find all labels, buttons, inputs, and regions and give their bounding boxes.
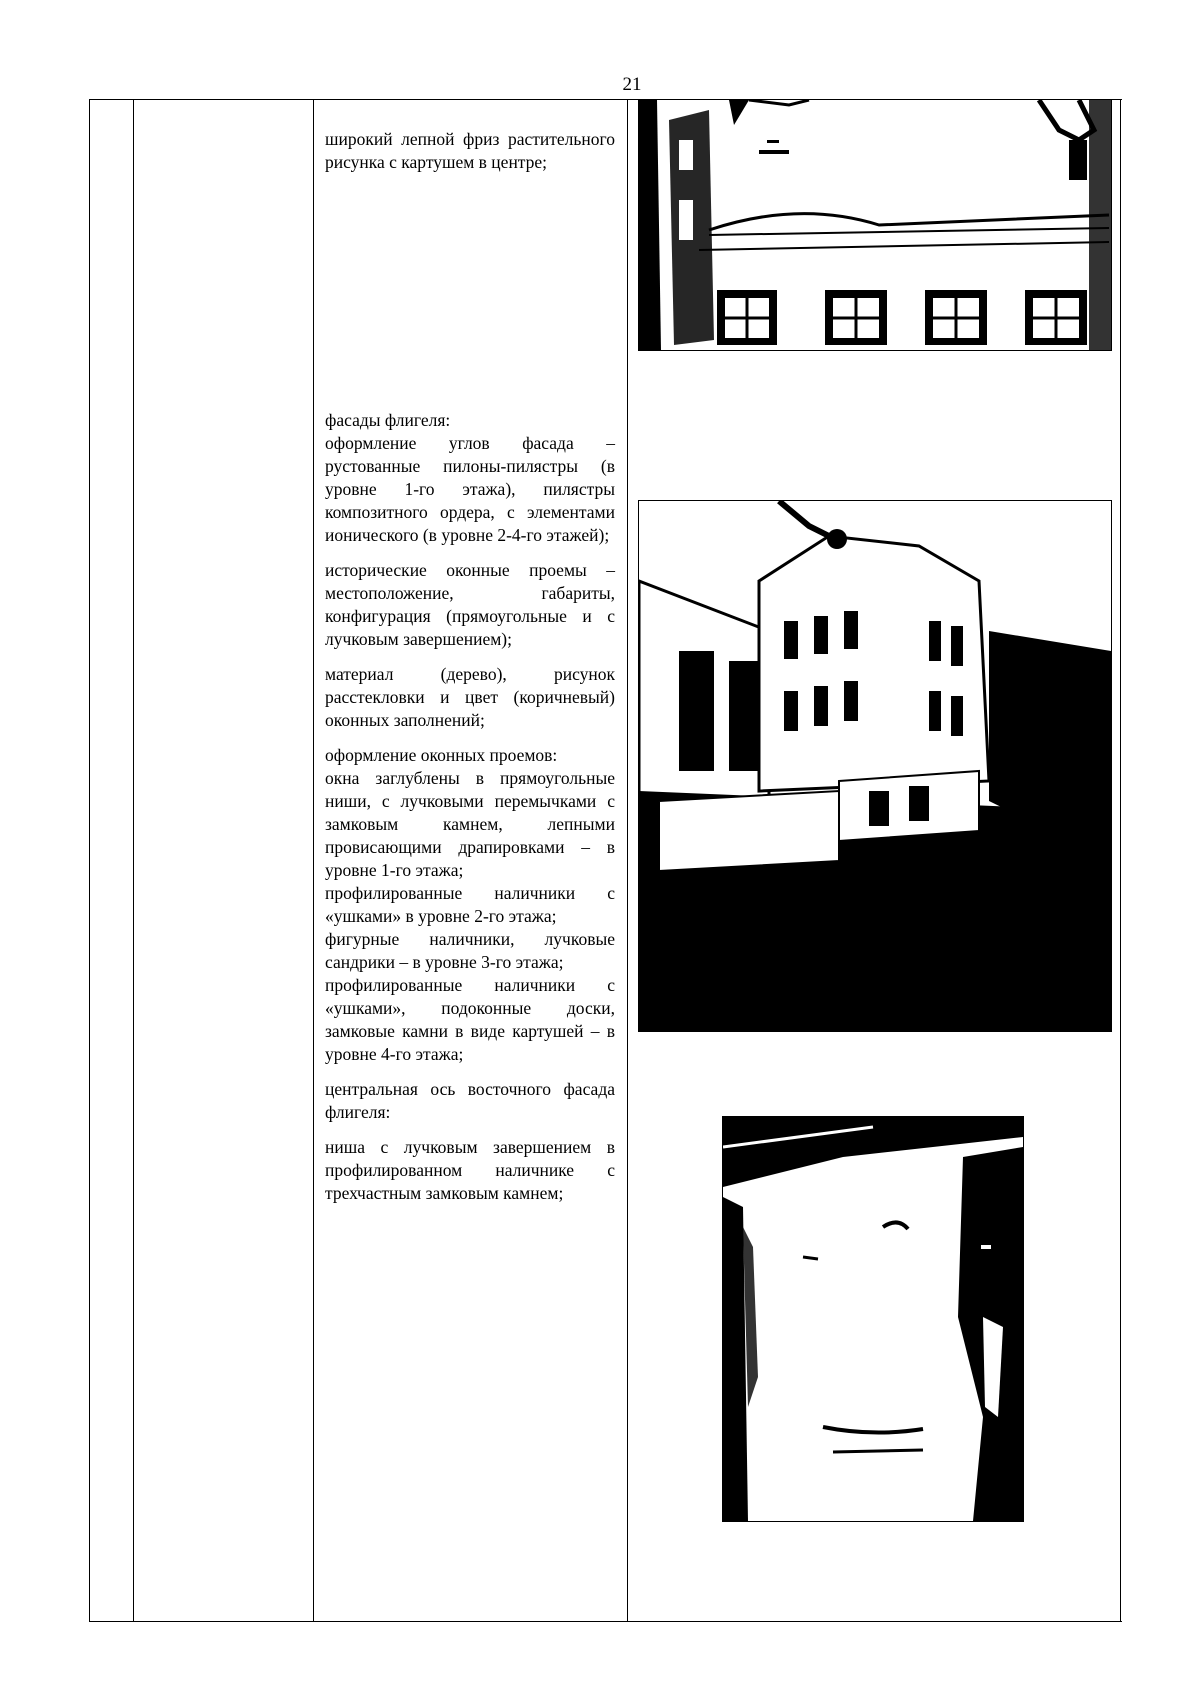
table-border-left — [89, 99, 90, 1622]
niche-photo-image — [723, 1117, 1023, 1521]
text-line: широкий лепной фриз растительного рисунка с картушем в центре; — [325, 129, 615, 172]
paragraph-window-decor — [325, 744, 615, 1066]
text-line: профилированные наличники с «ушками», подоконные доски, замковые камни в виде картушей – в уровне 4-го этажа; — [325, 975, 615, 1064]
text-line: оформление оконных проемов: — [325, 745, 558, 765]
page-number: 21 — [622, 74, 642, 95]
table-bottom-border — [89, 1621, 1122, 1622]
text-line: ниша с лучковым завершением в профилированном наличнике с трехчастным замковым камнем; — [325, 1137, 615, 1203]
niche-photo — [722, 1116, 1024, 1522]
frieze-photo-image — [639, 100, 1111, 350]
column-divider-3 — [627, 99, 628, 1622]
paragraph-window-openings — [325, 559, 615, 651]
text-line: исторические оконные проемы – местоположение, габариты, конфигурация (прямоугольные и с лучковым завершением); — [325, 560, 615, 649]
paragraph-facades — [325, 409, 615, 547]
building-photo-image — [639, 501, 1111, 1031]
text-line: оформление углов фасада – рустованные пилоны-пилястры (в уровне 1-го этажа), пилястры композитного ордера, с элементами ионического (в уровне 2-4-го этажей); — [325, 433, 615, 545]
text-line: фигурные наличники, лучковые сандрики – в уровне 3-го этажа; — [325, 929, 615, 972]
text-line: центральная ось восточного фасада флигеля: — [325, 1079, 615, 1122]
paragraph-central-axis — [325, 1078, 615, 1124]
column-divider-1 — [133, 99, 134, 1622]
text-line: профилированные наличники с «ушками» в уровне 2-го этажа; — [325, 883, 615, 926]
text-line: фасады флигеля: — [325, 410, 451, 430]
spacer — [325, 186, 615, 409]
description-column — [325, 128, 615, 1217]
frieze-photo — [638, 99, 1112, 351]
paragraph-frieze — [325, 128, 615, 174]
paragraph-niche — [325, 1136, 615, 1205]
paragraph-window-material — [325, 663, 615, 732]
column-divider-2 — [313, 99, 314, 1622]
text-line: материал (дерево), рисунок расстекловки и цвет (коричневый) оконных заполнений; — [325, 664, 615, 730]
table-border-right — [1120, 99, 1121, 1622]
text-line: окна заглублены в прямоугольные ниши, с лучковыми перемычками с замковым камнем, лепными провисающими драпировками – в уровне 1-го этажа; — [325, 768, 615, 880]
building-photo — [638, 500, 1112, 1032]
